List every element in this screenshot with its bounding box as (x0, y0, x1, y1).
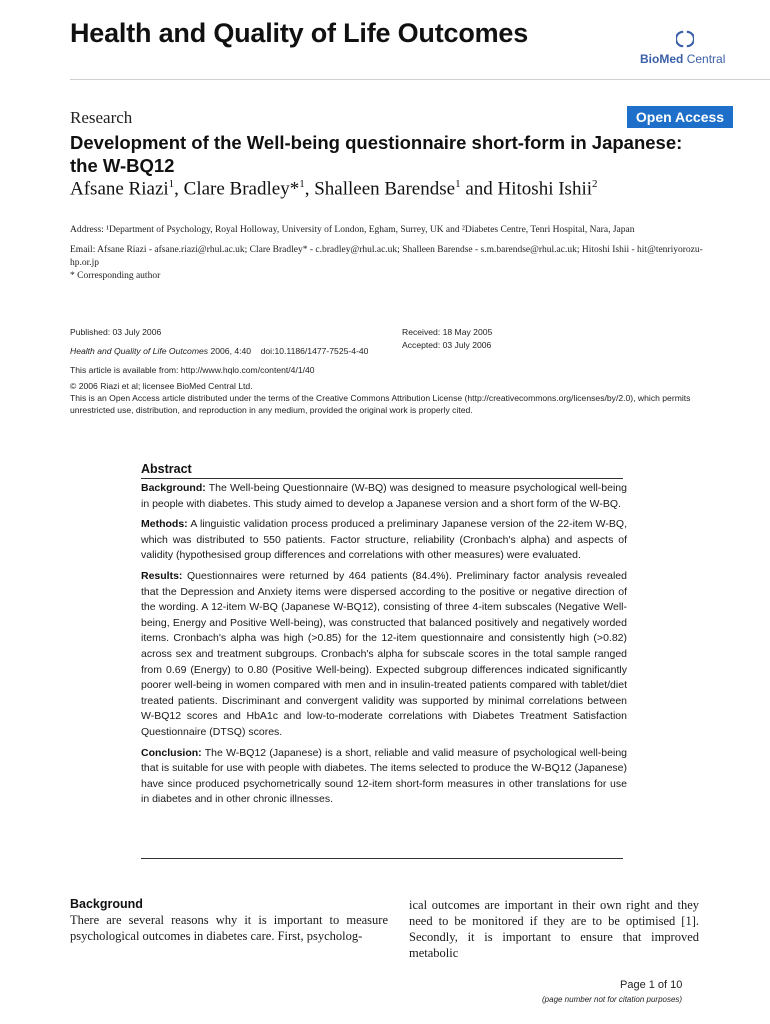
author-affiliation-mark: 2 (592, 178, 598, 190)
author-name: Hitoshi Ishii (497, 178, 592, 200)
accepted-date: Accepted: 03 July 2006 (402, 340, 492, 350)
citation-line (70, 345, 368, 357)
article-url[interactable]: This article is available from: http://www.hqlo.com/content/4/1/40 (70, 365, 315, 375)
abstract-section-text: A linguistic validation process produced a preliminary Japanese version of the 22-item W-BQ, which was distributed to 550 patients. Factor structure, reliability (Cronbach's alpha) and aspects of validity (hypothesised group differences and correlations with other measures) were evaluated. (141, 518, 627, 562)
abstract-section (141, 569, 627, 741)
abstract-section-text: Questionnaires were returned by 464 patients (84.4%). Preliminary factor analysis revealed that the Depression and Anxiety items were dispersed according to the positive or negative direction of the wording. A 12-item W-BQ (Japanese W-BQ12), consisting of three 4-item subscales (Negative Well-being, Energy and Positive Well-being), was constructed that balanced positively and negatively worded items. Cronbach's alpha was high (>0.85) for the 12-item questionnaire and consistently high (>0.82) across sex and treatment subgroups. Cronbach's alpha for subscale scores in the total sample ranged from 0.69 (Energy) to 0.80 (Positive Well-being). Expected subgroup differences indicated significantly poorer well-being in women compared with men and in insulin-treated patients compared with tablet/diet treated patients. Discriminant and convergent validity was supported by minimal correlations between W-BQ12 scores and HbA1c and low-to-moderate correlations with Diabetes Treatment Satisfaction Questionnaire (DTSQ) scores. (141, 569, 627, 738)
author-list: Afsane Riazi$^1$, Clare Bradley*$^1$, Shalleen Barendse$^1$ and Hitoshi Ishii$^2$ (70, 178, 598, 200)
abstract-section-label: Background: (141, 482, 206, 494)
body-column-left: There are several reasons why it is important to measure psychological outcomes in diabetes care. First, psycholog- (70, 913, 388, 943)
author-emails: Email: Afsane Riazi - afsane.riazi@rhul.ac.uk; Clare Bradley* - c.bradley@rhul.ac.uk; Shalleen Barendse - s.m.barendse@rhul.ac.uk; Hitoshi Ishii - hit@tenriyorozu-hp.or.jp (70, 245, 703, 268)
author-name: Clare Bradley* (183, 178, 300, 200)
abstract-section (141, 746, 627, 808)
author-address: Address: ¹Department of Psychology, Royal Holloway, University of London, Egham, Surrey, UK and ²Diabetes Centre, Tenri Hospital, Nara, Japan (70, 225, 635, 235)
biomed-logo-icon (676, 30, 694, 48)
page-number: Page 1 of 10 (620, 979, 683, 991)
corresponding-author-note: * Corresponding author (70, 271, 161, 281)
author-affiliation-mark: 1 (299, 178, 305, 190)
received-date: Received: 18 May 2005 (402, 327, 493, 337)
logo-suffix: Central (686, 52, 726, 66)
abstract-bottom-rule (141, 858, 623, 859)
body-column-right: ical outcomes are important in their own right and they need to be monitored if they are to be optimised [1]. Secondly, it is important to ensure that improved metabolic (409, 898, 699, 960)
abstract-section-text: The Well-being Questionnaire (W-BQ) was designed to measure psychological well-being in people with diabetes. This study aimed to develop a Japanese version and a short form of the W-BQ. (141, 482, 627, 510)
published-date: Published: 03 July 2006 (70, 327, 162, 337)
citation-journal: Health and Quality of Life Outcomes (70, 346, 209, 356)
abstract-section-label: Conclusion: (141, 746, 202, 759)
paper-title: Development of the Well-being questionnaire short-form in Japanese: the W-BQ12 (70, 132, 683, 176)
abstract-section (141, 517, 627, 564)
abstract-section-text: The W-BQ12 (Japanese) is a short, reliable and valid measure of psychological well-being that is suitable for use with people with diabetes. The items selected to produce the W-BQ12 (Japanese) have since produced psychometrically sound 12-item short-form measures in other translations for use in diabetes and in other chronic illnesses. (141, 746, 627, 806)
abstract-section (141, 481, 627, 512)
background-heading: Background (70, 897, 143, 911)
citation-details: 2006, 4:40 doi:10.1186/1477-7525-4-40 (208, 346, 369, 356)
abstract-section-label: Methods: (141, 518, 188, 531)
abstract-top-rule (141, 478, 623, 479)
copyright-notice: © 2006 Riazi et al; licensee BioMed Central Ltd. (70, 381, 253, 391)
biomed-central-logo (640, 30, 728, 72)
author-affiliation-mark: 1 (168, 178, 175, 190)
header-divider (70, 79, 770, 80)
open-access-badge: Open Access (627, 106, 733, 128)
abstract-body (141, 481, 627, 813)
abstract-section-label: Results: (141, 569, 183, 582)
author-name: Afsane Riazi (70, 178, 169, 200)
logo-brand: BioMed (640, 52, 684, 66)
abstract-heading: Abstract (141, 462, 192, 476)
author-affiliation-mark: 1 (455, 178, 461, 190)
page-number-note: (page number not for citation purposes) (542, 995, 683, 1004)
logo-text (640, 52, 725, 66)
license-notice: This is an Open Access article distributed under the terms of the Creative Commons Attribution License (http://creativecommons.org/licenses/by/2.0), which permits unrestricted use, distribution, and reproduction in any medium, provided the original work is properly cited. (70, 393, 691, 415)
journal-title: Health and Quality of Life Outcomes (70, 18, 529, 48)
section-label: Research (70, 108, 133, 127)
author-name: Shalleen Barendse (314, 178, 456, 200)
